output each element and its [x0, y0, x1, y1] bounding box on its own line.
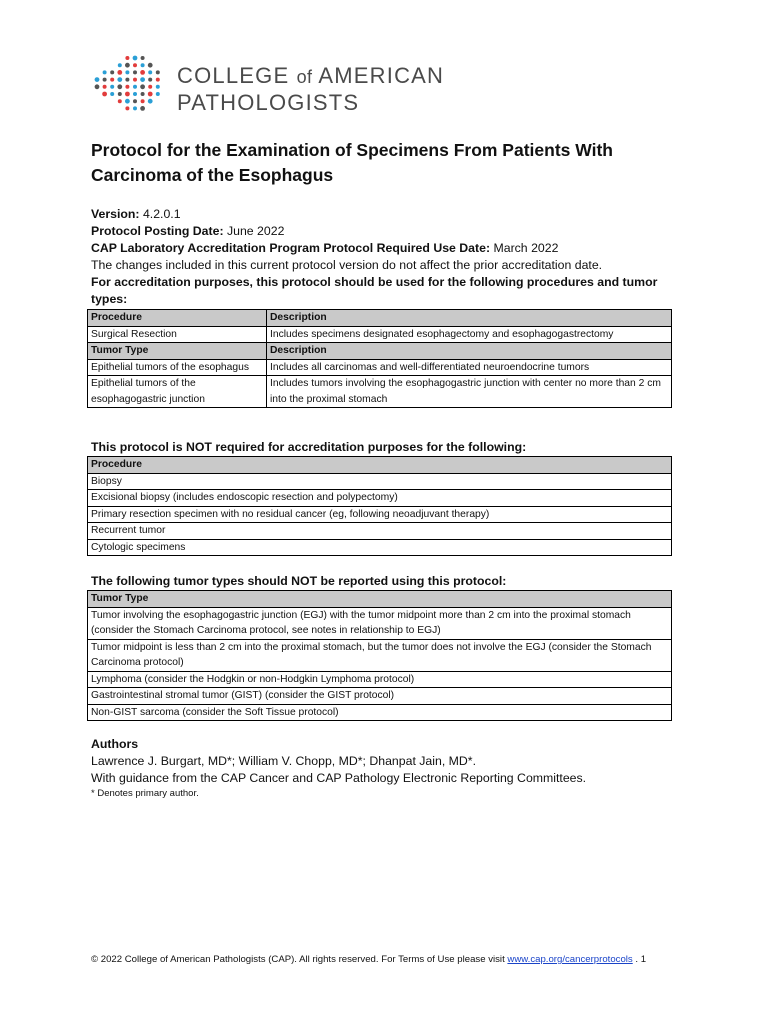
cancer-protocols-link[interactable]: www.cap.org/cancerprotocols [507, 954, 633, 965]
logo-dot [141, 63, 145, 67]
logo-dot [110, 85, 114, 89]
logo-dot [118, 92, 122, 96]
header-procedure: Procedure [88, 310, 267, 327]
header-tumor-type: Tumor Type [88, 591, 672, 608]
logo-dot [125, 56, 129, 60]
required-date-line: CAP Laboratory Accreditation Program Protocol Required Use Date: March 2022 [91, 241, 559, 255]
copyright-text: © 2022 College of American Pathologists (CAP). All rights reserved. For Terms of Use please visit [91, 954, 505, 965]
header-description: Description [267, 343, 672, 360]
not-reported-heading: The following tumor types should NOT be reported using this protocol: [91, 574, 507, 588]
procedures-tumor-types-table [87, 309, 672, 408]
logo-dot [141, 56, 145, 60]
not-required-table [87, 456, 672, 556]
logo-dot [133, 56, 138, 61]
logo-dot [125, 92, 130, 97]
changes-note: The changes included in this current protocol version do not affect the prior accreditation date. [91, 258, 603, 272]
logo-dot [156, 92, 160, 96]
logo-dot [103, 85, 107, 89]
logo-dot [133, 106, 137, 110]
logo-dot [133, 92, 137, 96]
logo-dot [103, 70, 107, 74]
logo-dot [148, 92, 153, 97]
logo-wordmark [177, 63, 444, 115]
not-required-heading: This protocol is NOT required for accreditation purposes for the following: [91, 440, 527, 454]
table-row [88, 326, 672, 343]
posting-date-line: Protocol Posting Date: June 2022 [91, 224, 285, 238]
logo-dot [102, 92, 107, 97]
page-footer [91, 953, 691, 966]
page-number: . 1 [635, 954, 647, 965]
logo-dot [140, 106, 145, 111]
logo-dot [125, 99, 130, 104]
logo-dot [110, 78, 114, 82]
logo-dot [140, 84, 145, 89]
logo-dot [148, 99, 153, 104]
protocol-meta [91, 206, 681, 308]
primary-author-note: * Denotes primary author. [91, 788, 199, 799]
document-title: Protocol for the Examination of Specimens From Patients With Carcinoma of the Esophagus [91, 140, 613, 185]
logo-dot [117, 77, 122, 82]
table-row: Gastrointestinal stromal tumor (GIST) (consider the GIST protocol) [88, 688, 672, 705]
table-row: Tumor midpoint is less than 2 cm into the proximal stomach, but the tumor does not involve the EGJ (consider the Stomach Carcinoma protocol) [88, 639, 672, 671]
logo-line-2: PATHOLOGISTS [177, 90, 360, 115]
logo-dot [141, 99, 145, 103]
logo-dot [156, 70, 160, 74]
tumor-type-name: Epithelial tumors of the esophagus [88, 359, 267, 376]
logo-dot [141, 92, 145, 96]
logo-dot [117, 70, 122, 75]
not-reported-table [87, 590, 672, 721]
header-description: Description [267, 310, 672, 327]
table-row: Tumor involving the esophagogastric junction (EGJ) with the tumor midpoint more than 2 cm into the proximal stomach (consider the Stomach Carcinoma protocol, see notes in relationship to EGJ) [88, 607, 672, 639]
logo-line-1: COLLEGE of AMERICAN [177, 63, 445, 88]
logo-dot [133, 70, 137, 74]
logo-dot [110, 92, 114, 96]
logo-dot [133, 78, 137, 82]
version-line: Version: 4.2.0.1 [91, 207, 181, 221]
logo-dot [103, 78, 107, 82]
table-row: Recurrent tumor [88, 523, 672, 540]
table-row: Primary resection specimen with no residual cancer (eg, following neoadjuvant therapy) [88, 506, 672, 523]
table-row: Cytologic specimens [88, 539, 672, 556]
logo-dot [110, 70, 114, 74]
logo-dot [95, 77, 100, 82]
table-row [88, 359, 672, 376]
authors-heading: Authors [91, 737, 139, 751]
logo-dot [148, 78, 152, 82]
table-row: Non-GIST sarcoma (consider the Soft Tissue protocol) [88, 704, 672, 721]
tumor-type-description: Includes tumors involving the esophagogastric junction with center no more than 2 cm into the proximal stomach [267, 376, 672, 408]
logo-dot [156, 85, 160, 89]
logo-dot [133, 99, 137, 103]
guidance-note: With guidance from the CAP Cancer and CAP Pathology Electronic Reporting Committees. [91, 771, 587, 785]
tumor-type-name: Epithelial tumors of the esophagogastric junction [88, 376, 267, 408]
logo-dot [125, 78, 129, 82]
dot-grid-logo-mark [93, 54, 163, 114]
table-header-row [88, 343, 672, 360]
logo-dot [148, 63, 153, 68]
logo-dot [117, 84, 122, 89]
accreditation-intro: For accreditation purposes, this protocol should be used for the following procedures and tumor types: [91, 275, 658, 306]
logo-dot [125, 85, 129, 89]
table-row: Excisional biopsy (includes endoscopic resection and polypectomy) [88, 490, 672, 507]
author-names: Lawrence J. Burgart, MD*; William V. Chopp, MD*; Dhanpat Jain, MD*. [91, 754, 476, 768]
authors-section [91, 736, 691, 800]
tumor-type-description: Includes all carcinomas and well-differentiated neuroendocrine tumors [267, 359, 672, 376]
table-row [88, 376, 672, 408]
logo-dot [140, 77, 145, 82]
logo-dot [133, 63, 137, 67]
header-procedure: Procedure [88, 457, 672, 474]
cap-logo [93, 54, 473, 114]
table-row: Lymphoma (consider the Hodgkin or non-Hodgkin Lymphoma protocol) [88, 671, 672, 688]
table-header-row [88, 591, 672, 608]
procedure-name: Surgical Resection [88, 326, 267, 343]
table-header-row [88, 310, 672, 327]
logo-dot [95, 84, 100, 89]
logo-dot [156, 78, 160, 82]
table-row: Biopsy [88, 473, 672, 490]
table-header-row [88, 457, 672, 474]
logo-dot [118, 99, 122, 103]
logo-dot [148, 85, 152, 89]
logo-dot [125, 63, 130, 68]
logo-dot [125, 70, 129, 74]
header-tumor-type: Tumor Type [88, 343, 267, 360]
logo-dot [118, 63, 122, 67]
logo-dot [125, 106, 129, 110]
logo-dot [133, 85, 137, 89]
procedure-description: Includes specimens designated esophagectomy and esophagogastrectomy [267, 326, 672, 343]
logo-dot [140, 70, 145, 75]
logo-dot [148, 70, 152, 74]
